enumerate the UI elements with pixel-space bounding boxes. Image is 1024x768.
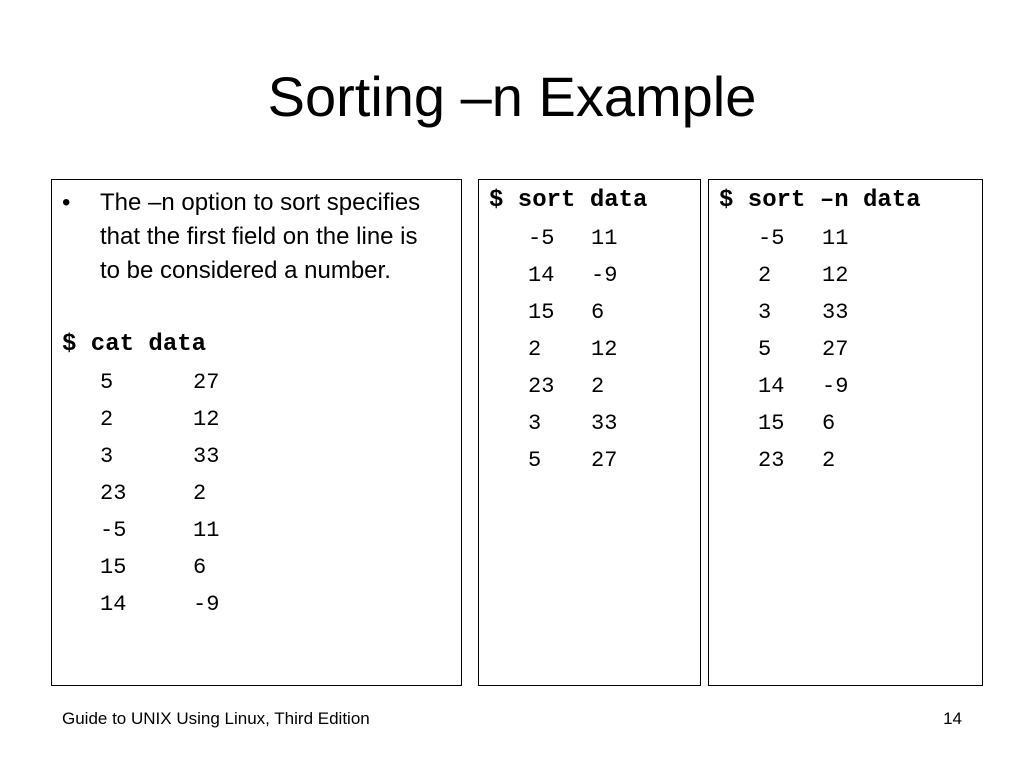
sort-n-command: $ sort –n data bbox=[719, 187, 921, 214]
data-row bbox=[758, 368, 898, 405]
data-row bbox=[758, 405, 898, 442]
first-field: 14 bbox=[100, 592, 127, 617]
data-row bbox=[528, 368, 668, 405]
first-field: 2 bbox=[758, 263, 772, 288]
first-field: -5 bbox=[528, 226, 555, 251]
second-field: 11 bbox=[193, 518, 220, 543]
first-field: 23 bbox=[528, 374, 555, 399]
second-field: 6 bbox=[193, 555, 207, 580]
second-field: 27 bbox=[591, 448, 618, 473]
bullet-point bbox=[62, 186, 442, 288]
first-field: 15 bbox=[100, 555, 127, 580]
first-field: 5 bbox=[758, 337, 772, 362]
second-field: 33 bbox=[591, 411, 618, 436]
first-field: 15 bbox=[758, 411, 785, 436]
first-field: 3 bbox=[100, 444, 114, 469]
footer-text: Guide to UNIX Using Linux, Third Edition bbox=[62, 709, 370, 728]
data-row bbox=[100, 512, 300, 549]
cat-output bbox=[100, 364, 300, 623]
second-field: 27 bbox=[193, 370, 220, 395]
second-field: 11 bbox=[591, 226, 618, 251]
first-field: 2 bbox=[100, 407, 114, 432]
data-row bbox=[100, 586, 300, 623]
second-field: 27 bbox=[822, 337, 849, 362]
second-field: 6 bbox=[591, 300, 605, 325]
second-field: 2 bbox=[591, 374, 605, 399]
data-row bbox=[100, 364, 300, 401]
bullet-text: The –n option to sort specifies that the first field on the line is to be considered a number. bbox=[100, 189, 421, 284]
first-field: 3 bbox=[758, 300, 772, 325]
second-field: 12 bbox=[822, 263, 849, 288]
second-field: 33 bbox=[193, 444, 220, 469]
first-field: 14 bbox=[528, 263, 555, 288]
data-row bbox=[528, 294, 668, 331]
first-field: -5 bbox=[100, 518, 127, 543]
data-row bbox=[100, 438, 300, 475]
second-field: 2 bbox=[822, 448, 836, 473]
cat-command: $ cat data bbox=[62, 331, 207, 358]
second-field: 11 bbox=[822, 226, 849, 251]
data-row bbox=[758, 294, 898, 331]
data-row bbox=[528, 331, 668, 368]
second-field: -9 bbox=[822, 374, 849, 399]
first-field: -5 bbox=[758, 226, 785, 251]
first-field: 15 bbox=[528, 300, 555, 325]
second-field: 33 bbox=[822, 300, 849, 325]
second-field: 12 bbox=[193, 407, 220, 432]
first-field: 23 bbox=[100, 481, 127, 506]
second-field: -9 bbox=[193, 592, 220, 617]
data-row bbox=[758, 331, 898, 368]
second-field: -9 bbox=[591, 263, 618, 288]
sort-command: $ sort data bbox=[489, 187, 648, 214]
first-field: 2 bbox=[528, 337, 542, 362]
second-field: 2 bbox=[193, 481, 207, 506]
data-row bbox=[528, 257, 668, 294]
data-row bbox=[758, 442, 898, 479]
second-field: 12 bbox=[591, 337, 618, 362]
data-row bbox=[528, 405, 668, 442]
data-row bbox=[528, 220, 668, 257]
second-field: 6 bbox=[822, 411, 836, 436]
sort-output bbox=[528, 220, 668, 479]
data-row bbox=[528, 442, 668, 479]
data-row bbox=[100, 549, 300, 586]
first-field: 5 bbox=[528, 448, 542, 473]
page-number: 14 bbox=[943, 709, 962, 728]
data-row bbox=[758, 220, 898, 257]
first-field: 5 bbox=[100, 370, 114, 395]
data-row bbox=[758, 257, 898, 294]
data-row bbox=[100, 475, 300, 512]
slide-title: Sorting –n Example bbox=[267, 65, 757, 128]
first-field: 23 bbox=[758, 448, 785, 473]
first-field: 3 bbox=[528, 411, 542, 436]
first-field: 14 bbox=[758, 374, 785, 399]
sort-n-output bbox=[758, 220, 898, 479]
data-row bbox=[100, 401, 300, 438]
bullet-marker: • bbox=[62, 189, 71, 216]
